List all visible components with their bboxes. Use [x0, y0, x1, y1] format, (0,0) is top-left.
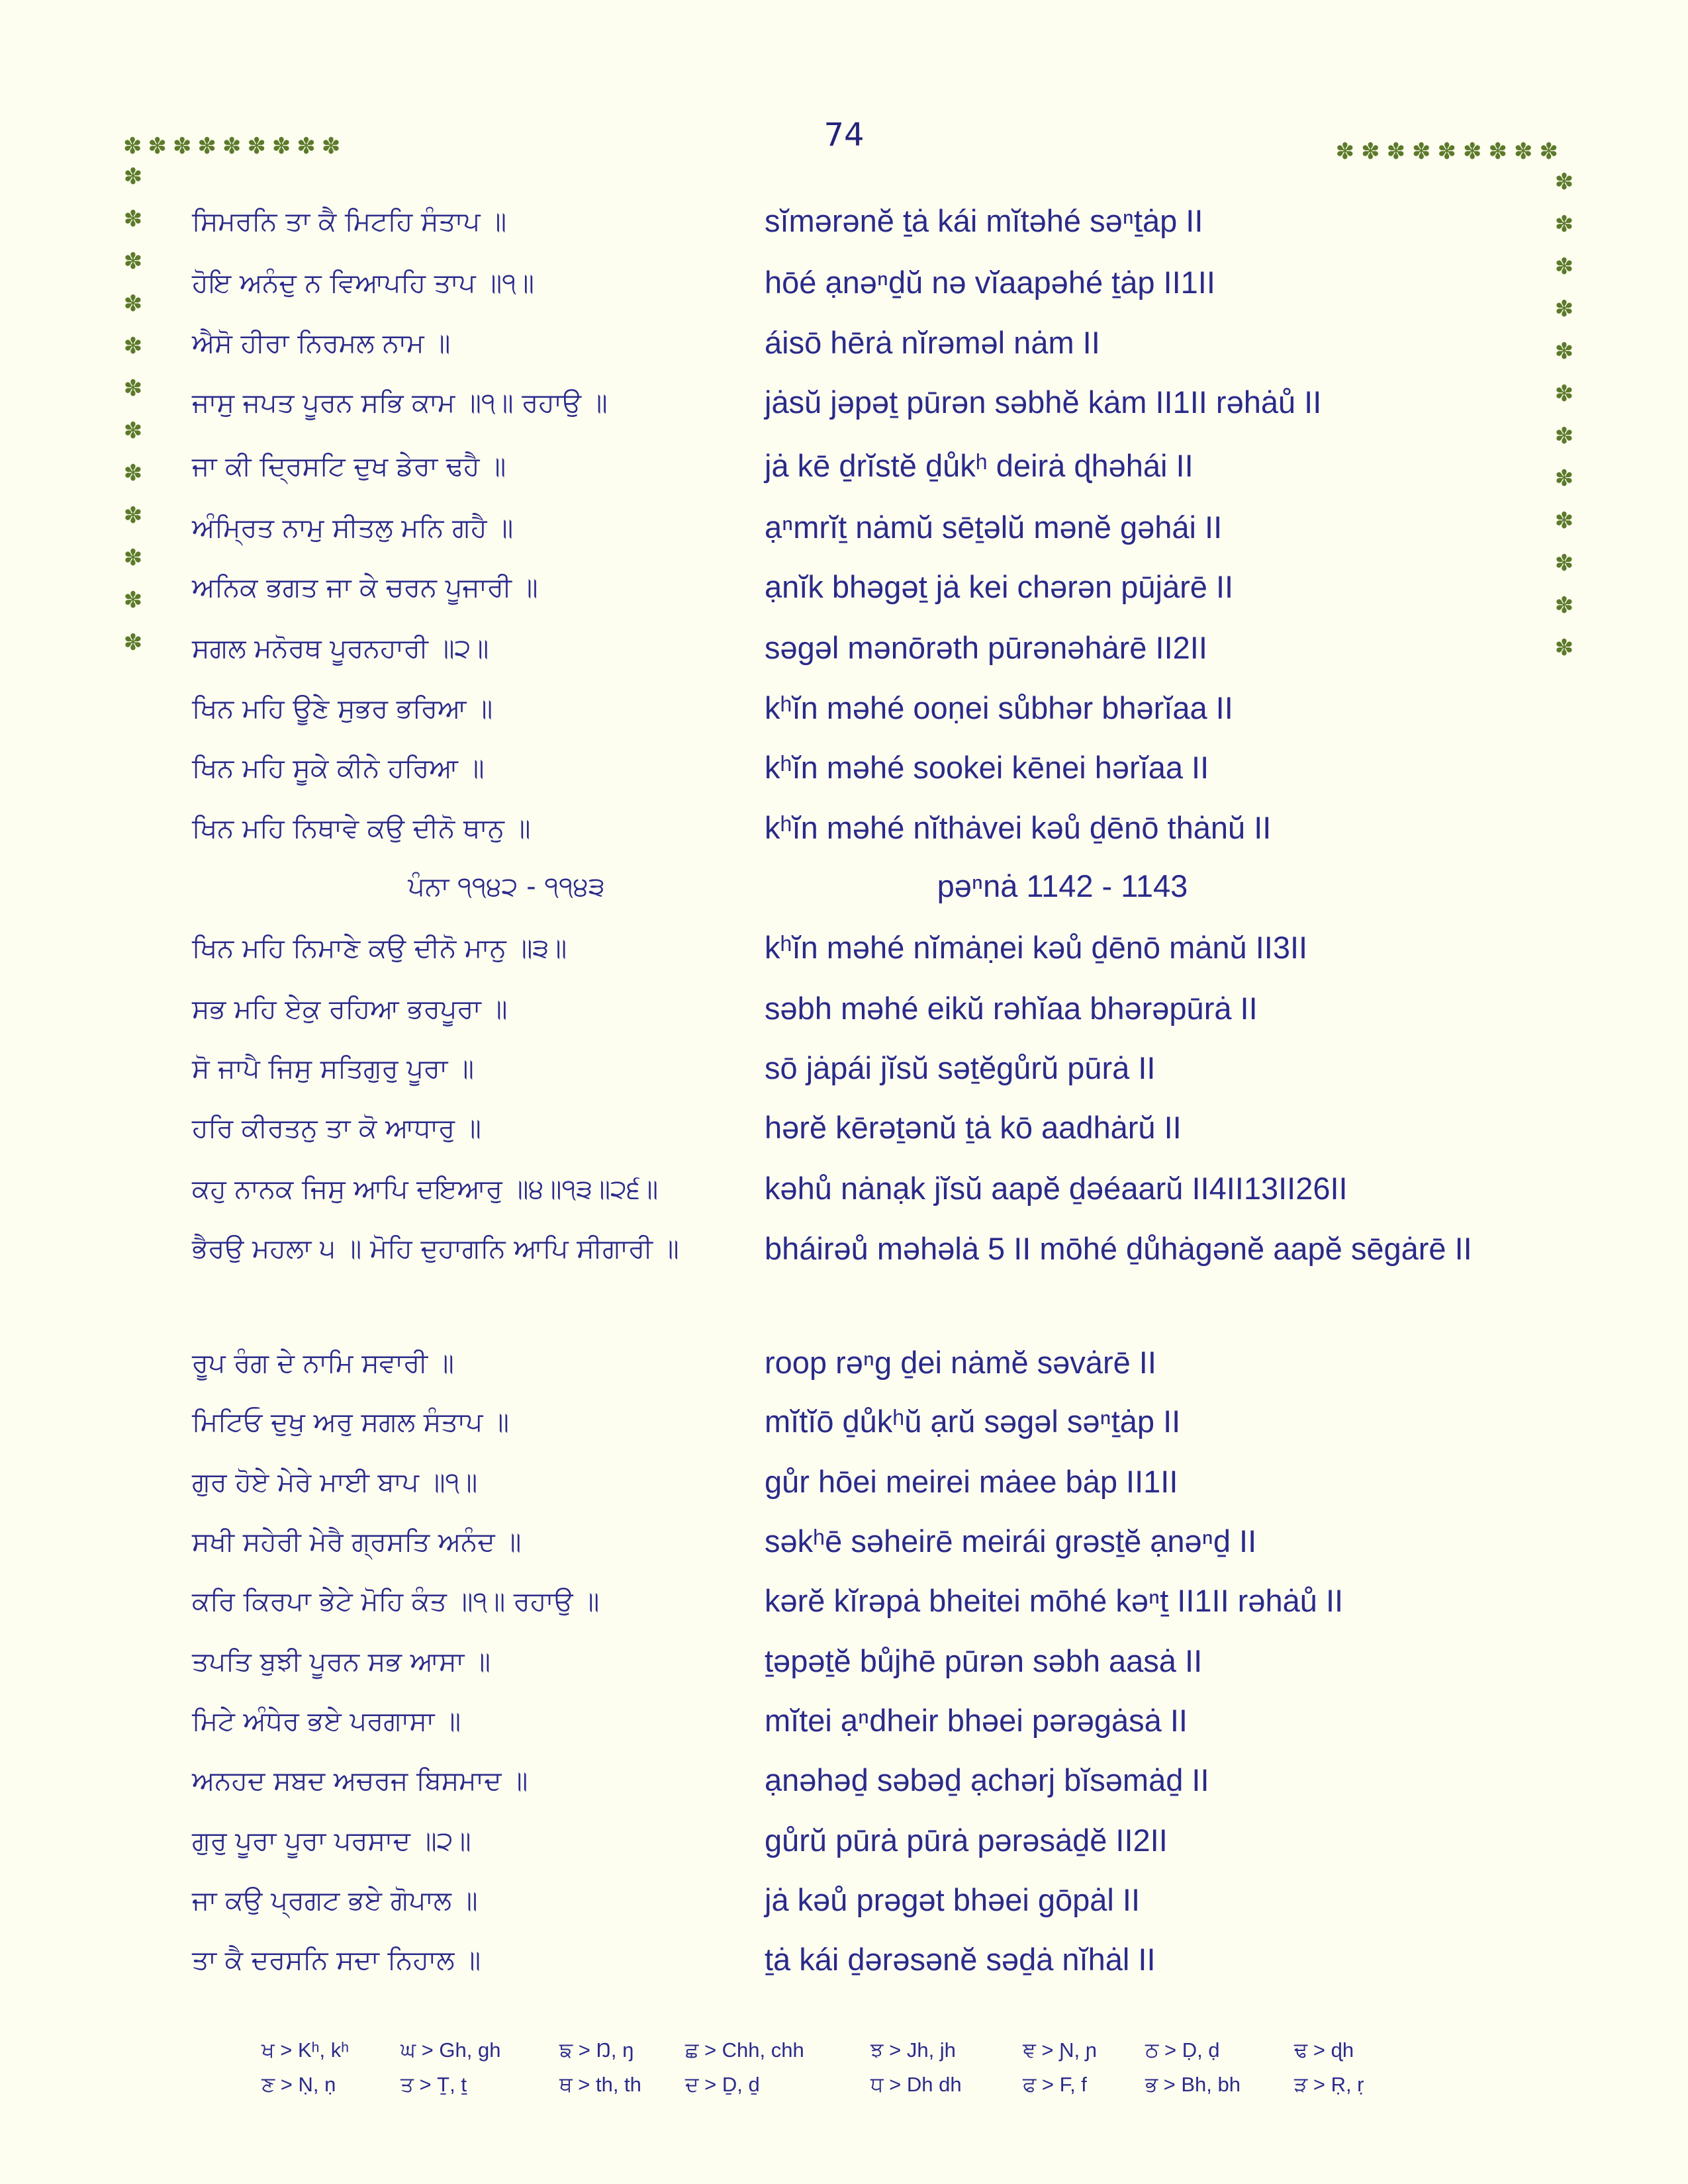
ornament-border-top-right: ✽✽✽✽✽✽✽✽✽: [1335, 138, 1565, 165]
transliteration-text: gůr hōei meirei mȧee bȧp II1II: [765, 1464, 1178, 1499]
gurmukhi-text: ਖਿਨ ਮਹਿ ਊਣੇ ਸੁਭਰ ਭਰਿਆ ॥: [192, 694, 493, 724]
transliteration-text: səgəl mənōrəth pūrənəhȧrē II2II: [765, 630, 1207, 665]
verse-line: [0, 1937, 1688, 1997]
verse-line: [0, 1399, 1688, 1459]
ornament-flower-icon: ✽: [123, 291, 143, 317]
verse-line: [0, 1459, 1688, 1519]
gurmukhi-text: ਅਨਹਦ ਸਬਦ ਅਚਰਜ ਬਿਸਮਾਦ ॥: [192, 1766, 528, 1796]
verse-line: [0, 260, 1688, 320]
verse-line: [0, 1340, 1688, 1400]
verse-line: [0, 1519, 1688, 1578]
verse-line: [0, 805, 1688, 865]
ornament-flower-icon: ✽: [123, 502, 143, 529]
legend-item: ੜ > Ṛ, ṛ: [1294, 2073, 1364, 2096]
gurmukhi-text: ਹਰਿ ਕੀਰਤਨੁ ਤਾ ਕੋ ਆਧਾਰੁ ॥: [192, 1113, 481, 1144]
verse-line: [0, 1758, 1688, 1817]
verse-line: [0, 686, 1688, 745]
verse-line: [0, 320, 1688, 380]
gurmukhi-text: ਜਾ ਕਉ ਪ੍ਰਗਟ ਭਏ ਗੋਪਾਲ ॥: [192, 1886, 478, 1916]
verse-line: [0, 565, 1688, 624]
verse-line: [0, 199, 1688, 258]
transliteration-text: səbh məhé eikŭ rəhĭaa bhərəpūrȧ II: [765, 991, 1258, 1026]
legend-item: ਫ > F, f: [1023, 2073, 1087, 2096]
legend-item: ਠ > Ḍ, ḍ: [1145, 2038, 1220, 2062]
gurmukhi-text: ਰੂਪ ਰੰਗ ਦੇ ਨਾਮਿ ਸਵਾਰੀ ॥: [192, 1348, 454, 1379]
ornament-border-top-left: ✽✽✽✽✽✽✽✽✽: [123, 133, 347, 159]
gurmukhi-text: ਮਿਟਿਓ ਦੁਖੁ ਅਰੁ ਸਗਲ ਸੰਤਾਪ ॥: [192, 1407, 509, 1437]
transliteration-text: jȧsŭ jəpəṯ pūrən səbhĕ kȧm II1II rəhȧů II: [765, 385, 1322, 420]
verse-line: [0, 1878, 1688, 1937]
page-reference-gurmukhi: ਪੰਨਾ ੧੧੪੨ - ੧੧੪੩: [408, 872, 605, 902]
ornament-flower-icon: ✽: [1554, 423, 1574, 449]
transliteration-text: mĭtĭō ḏůkʰŭ ạrŭ səgəl səⁿṯȧp II: [765, 1404, 1181, 1439]
transliteration-text: bháirəů məhəlȧ 5 II mōhé ḏůhȧgənĕ aapĕ sēgȧrē II: [765, 1231, 1472, 1266]
verse-line: [0, 380, 1688, 439]
gurmukhi-text: ਖਿਨ ਮਹਿ ਨਿਥਾਵੇ ਕਉ ਦੀਨੋ ਥਾਨੁ ॥: [192, 813, 531, 844]
gurmukhi-text: ਸਭ ਮਹਿ ਏਕੁ ਰਹਿਆ ਭਰਪੂਰਾ ॥: [192, 994, 508, 1024]
legend-row: [0, 2073, 1688, 2106]
ornament-flower-icon: ✽: [123, 163, 143, 190]
gurmukhi-text: ਜਾਸੁ ਜਪਤ ਪੂਰਨ ਸਭਿ ਕਾਮ ॥੧॥ ਰਹਾਉ ॥: [192, 388, 608, 418]
transliteration-text: kʰĭn məhé sookei kēnei hərĭaa II: [765, 750, 1209, 785]
legend-item: ਛ > Chh, chh: [685, 2038, 804, 2062]
gurmukhi-text: ਸਿਮਰਨਿ ਤਾ ਕੈ ਮਿਟਹਿ ਸੰਤਾਪ ॥: [192, 206, 507, 237]
gurmukhi-text: ਭੈਰਉ ਮਹਲਾ ੫ ॥ ਮੋਹਿ ਦੁਹਾਗਨਿ ਆਪਿ ਸੀਗਾਰੀ ॥: [192, 1234, 679, 1264]
ornament-flower-icon: ✽: [1554, 508, 1574, 534]
legend-item: ਞ > Ɲ, ɲ: [1023, 2038, 1097, 2062]
ornament-flower-icon: ✽: [123, 375, 143, 402]
transliteration-text: ṯəpəṯĕ bůjhē pūrən səbh aasȧ II: [765, 1643, 1203, 1678]
page-number: 74: [823, 116, 865, 154]
legend-item: ਙ > Ŋ, ŋ: [559, 2038, 634, 2062]
verse-line: [0, 443, 1688, 503]
ornament-flower-icon: ✽: [1554, 592, 1574, 619]
transliteration-text: áisō hērȧ nĭrəməl nȧm II: [765, 325, 1100, 360]
transliteration-text: səkʰē səheirē meirái grəsṯĕ ạnəⁿḏ II: [765, 1524, 1257, 1559]
verse-line: [0, 1226, 1688, 1285]
legend-item: ਧ > Dh dh: [870, 2073, 962, 2096]
gurmukhi-text: ਸਖੀ ਸਹੇਰੀ ਮੇਰੈ ਗ੍ਰਸਤਿ ਅਨੰਦ ॥: [192, 1527, 522, 1557]
transliteration-text: sĭmərənĕ ṯȧ kái mĭtəhé səⁿṯȧp II: [765, 203, 1203, 238]
verse-line: [0, 1698, 1688, 1758]
transliteration-text: kʰĭn məhé ooṇei sůbhər bhərĭaa II: [765, 690, 1233, 725]
gurmukhi-text: ਖਿਨ ਮਹਿ ਨਿਮਾਣੇ ਕਉ ਦੀਨੋ ਮਾਨੁ ॥੩॥: [192, 933, 567, 964]
ornament-flower-icon: ✽: [123, 460, 143, 486]
ornament-flower-icon: ✽: [1554, 550, 1574, 576]
gurmukhi-text: ਸੋ ਜਾਪੈ ਜਿਸੁ ਸਤਿਗੁਰੁ ਪੂਰਾ ॥: [192, 1054, 474, 1084]
ornament-flower-icon: ✽: [1554, 169, 1574, 195]
verse-line: [0, 1639, 1688, 1698]
legend-item: ਤ > Ṯ, ṯ: [400, 2073, 467, 2096]
transliteration-text: kʰĭn məhé nĭmȧṇei kəů ḏēnō mȧnŭ II3II: [765, 930, 1308, 965]
transliteration-text: kəhů nȧnạk jĭsŭ aapĕ ḏəéaarŭ II4II13II26II: [765, 1171, 1348, 1206]
verse-line: [0, 986, 1688, 1046]
gurmukhi-text: ਅਨਿਕ ਭਗਤ ਜਾ ਕੇ ਚਰਨ ਪੂਜਾਰੀ ॥: [192, 572, 538, 603]
verse-line: [0, 625, 1688, 685]
ornament-flower-icon: ✽: [1554, 253, 1574, 280]
legend-row: [0, 2038, 1688, 2071]
transliteration-text: jȧ kē ḏrĭstĕ ḏůkʰ deirȧ ɖhəhái II: [765, 448, 1194, 483]
verse-line: [0, 1046, 1688, 1105]
gurmukhi-text: ਕਰਿ ਕਿਰਪਾ ਭੇਟੇ ਮੋਹਿ ਕੰਤ ॥੧॥ ਰਹਾਉ ॥: [192, 1586, 600, 1617]
transliteration-text: gůrŭ pūrȧ pūrȧ pərəsȧḏĕ II2II: [765, 1823, 1168, 1858]
gurmukhi-text: ਅੰਮ੍ਰਿਤ ਨਾਮੁ ਸੀਤਲੁ ਮਨਿ ਗਹੈ ॥: [192, 513, 514, 543]
ornament-flower-icon: ✽: [1554, 465, 1574, 492]
transliteration-text: mĭtei ạⁿdheir bhəei pərəgȧsȧ II: [765, 1703, 1188, 1738]
legend-item: ਝ > Jh, jh: [870, 2038, 956, 2062]
transliteration-text: hərĕ kērəṯənŭ ṯȧ kō aadhȧrŭ II: [765, 1110, 1182, 1145]
transliteration-text: jȧ kəů prəgət bhəei gōpȧl II: [765, 1882, 1141, 1917]
gurmukhi-text: ਖਿਨ ਮਹਿ ਸੂਕੇ ਕੀਨੇ ਹਰਿਆ ॥: [192, 753, 485, 784]
transliteration-text: ṯȧ kái ḏərəsənĕ səḏȧ nĭhȧl II: [765, 1942, 1156, 1977]
ornament-flower-icon: ✽: [123, 206, 143, 232]
ornament-flower-icon: ✽: [1554, 635, 1574, 661]
ornament-flower-icon: ✽: [123, 545, 143, 571]
ornament-flower-icon: ✽: [123, 587, 143, 614]
ornament-flower-icon: ✽: [123, 333, 143, 359]
ornament-flower-icon: ✽: [1554, 211, 1574, 238]
gurmukhi-text: ਮਿਟੇ ਅੰਧੇਰ ਭਏ ਪਰਗਾਸਾ ॥: [192, 1706, 461, 1737]
transliteration-text: kʰĭn məhé nĭthȧvei kəů ḏēnō thȧnŭ II: [765, 810, 1272, 845]
ornament-flower-icon: ✽: [123, 248, 143, 275]
verse-line: [0, 745, 1688, 805]
ornament-flower-icon: ✽: [1554, 296, 1574, 322]
verse-line: [0, 925, 1688, 985]
transliteration-text: sō jȧpái jĭsŭ səṯĕgůrŭ pūrȧ II: [765, 1050, 1156, 1085]
ornament-flower-icon: ✽: [1554, 381, 1574, 407]
gurmukhi-text: ਜਾ ਕੀ ਦ੍ਰਿਸਟਿ ਦੁਖ ਡੇਰਾ ਢਹੈ ॥: [192, 451, 506, 482]
legend-item: ਖ > Kʰ, kʰ: [261, 2038, 350, 2062]
gurmukhi-text: ਗੁਰ ਹੋਏ ਮੇਰੇ ਮਾਈ ਬਾਪ ॥੧॥: [192, 1467, 478, 1498]
ornament-flower-icon: ✽: [123, 418, 143, 444]
ornament-flower-icon: ✽: [1554, 338, 1574, 365]
verse-line: [0, 1105, 1688, 1165]
verse-line: [0, 1578, 1688, 1638]
legend-item: ਥ > th, th: [559, 2073, 641, 2096]
transliteration-text: kərĕ kĭrəpȧ bheitei mōhé kəⁿṯ II1II rəhȧů II: [765, 1583, 1344, 1618]
transliteration-text: ạnĭk bhəgəṯ jȧ kei chərən pūjȧrē II: [765, 569, 1234, 604]
verse-line: [0, 1818, 1688, 1878]
legend-item: ਣ > Ṇ, ṇ: [261, 2073, 336, 2096]
ornament-flower-icon: ✽: [123, 629, 143, 656]
legend-item: ਦ > Ḏ, ḏ: [685, 2073, 760, 2096]
page-reference-transliteration: pəⁿnȧ 1142 - 1143: [937, 868, 1188, 903]
legend-item: ਘ > Gh, gh: [400, 2038, 501, 2062]
transliteration-text: ạⁿmrĭṯ nȧmŭ sēṯəlŭ mənĕ gəhái II: [765, 510, 1223, 545]
gurmukhi-text: ਐਸੋ ਹੀਰਾ ਨਿਰਮਲ ਨਾਮ ॥: [192, 328, 451, 359]
gurmukhi-text: ਸਗਲ ਮਨੋਰਥ ਪੂਰਨਹਾਰੀ ॥੨॥: [192, 633, 489, 664]
transliteration-text: hōé ạnəⁿḏŭ nə vĭaapəhé ṯȧp II1II: [765, 265, 1215, 300]
legend-item: ਢ > ɖh: [1294, 2038, 1354, 2062]
gurmukhi-text: ਹੋਇ ਅਨੰਦੁ ਨ ਵਿਆਪਹਿ ਤਾਪ ॥੧॥: [192, 268, 534, 298]
verse-line: [0, 502, 1688, 565]
verse-line: [0, 1166, 1688, 1226]
transliteration-text: ạnəhəḏ səbəḏ ạchərj bĭsəmȧḏ II: [765, 1762, 1209, 1797]
legend-item: ਭ > Bh, bh: [1145, 2073, 1241, 2096]
page-reference-row: [0, 864, 1688, 923]
transliteration-text: roop rəⁿg ḏei nȧmĕ səvȧrē II: [765, 1345, 1156, 1380]
gurmukhi-text: ਗੁਰੁ ਪੂਰਾ ਪੂਰਾ ਪਰਸਾਦ ॥੨॥: [192, 1826, 471, 1856]
gurmukhi-text: ਤਪਤਿ ਬੁਝੀ ਪੂਰਨ ਸਭ ਆਸਾ ॥: [192, 1647, 491, 1677]
gurmukhi-text: ਕਹੁ ਨਾਨਕ ਜਿਸੁ ਆਪਿ ਦਇਆਰੁ ॥੪॥੧੩॥੨੬॥: [192, 1174, 659, 1205]
gurmukhi-text: ਤਾ ਕੈ ਦਰਸਨਿ ਸਦਾ ਨਿਹਾਲ ॥: [192, 1945, 481, 1976]
